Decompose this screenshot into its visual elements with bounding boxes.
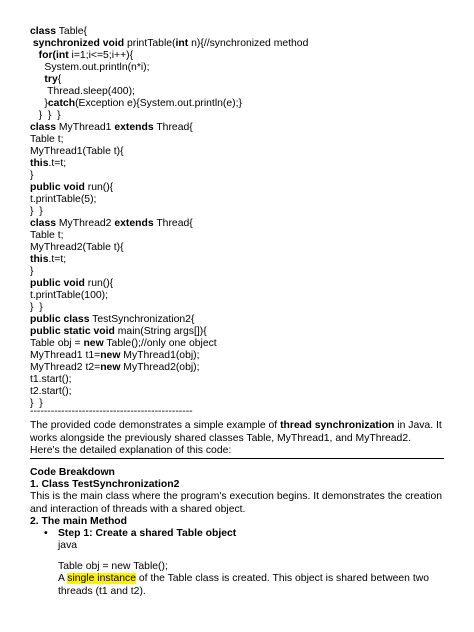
separator-line: -----------------------------------------------: [30, 406, 193, 417]
code-text: run(){: [84, 182, 114, 193]
code-text: } }: [30, 206, 43, 217]
code-text: MyThread1: [56, 122, 115, 133]
code-text: {: [57, 74, 62, 85]
code-line: [30, 386, 72, 398]
code-text: } } }: [30, 110, 61, 121]
code-keyword: catch: [47, 98, 76, 109]
code-text: Table t;: [30, 230, 64, 241]
intro-text-end: in Java. It works alongside the previously shared classes Table, MyThread1, and MyThread2.: [30, 420, 442, 444]
bullet-icon: •: [44, 528, 48, 539]
code-line: [30, 74, 61, 86]
code-text: Thread{: [153, 122, 193, 133]
code-text: main(String args[]){: [114, 326, 207, 337]
section2-heading: 2. The main Method: [30, 516, 127, 527]
code-text: MyThread1(obj);: [120, 350, 200, 361]
code-text: Table();//only one object: [103, 338, 217, 349]
horizontal-rule: [30, 458, 444, 459]
code-line: [30, 242, 124, 254]
code-keyword: public class: [30, 314, 90, 325]
code-line: [30, 218, 193, 230]
code-line: [30, 326, 207, 338]
code-text: Thread{: [153, 218, 193, 229]
expl-text-start: A: [58, 573, 68, 584]
code-line: [30, 38, 308, 50]
code-line: [30, 62, 150, 74]
code-text: MyThread2: [56, 218, 115, 229]
code-line: [30, 230, 64, 242]
intro-paragraph: [30, 420, 450, 445]
code-keyword: int: [175, 38, 189, 49]
code-language-label: java: [58, 540, 78, 551]
code-keyword: new: [100, 350, 121, 361]
code-line: [30, 122, 193, 134]
code-line: [30, 182, 113, 194]
code-text: }: [30, 266, 34, 277]
code-keyword: synchronized void: [30, 38, 125, 49]
code-line: [30, 290, 108, 302]
code-line: [30, 26, 87, 38]
intro-bold-term: thread synchronization: [280, 420, 395, 431]
code-text: Table obj =: [30, 338, 84, 349]
code-text: MyThread2 t2=: [30, 362, 101, 373]
code-line: [30, 278, 113, 290]
code-line: [30, 86, 135, 98]
code-keyword: extends: [114, 218, 154, 229]
section1-text: This is the main class where the program's execution begins. It demonstrates the creation and interaction of threads with a shared object.: [30, 491, 443, 515]
code-text: Thread.sleep(400);: [30, 86, 135, 97]
code-keyword: public static void: [30, 326, 115, 337]
code-text: i=1;i<=5;i++){: [68, 50, 134, 61]
code-keyword: class: [30, 26, 57, 37]
code-text: run(){: [84, 278, 114, 289]
code-keyword: this: [30, 158, 49, 169]
step1-explanation: [58, 573, 448, 598]
breakdown-title: Code Breakdown: [30, 467, 115, 478]
code-keyword: new: [83, 338, 104, 349]
code-text: t1.start();: [30, 374, 72, 385]
code-text: Table{: [56, 26, 88, 37]
code-line: [30, 170, 33, 182]
highlighted-phrase: single instance: [67, 573, 136, 584]
code-line: [30, 110, 61, 122]
code-line: [30, 146, 124, 158]
code-text: .t=t;: [48, 158, 67, 169]
code-keyword: class: [30, 122, 57, 133]
code-keyword: public void: [30, 278, 85, 289]
expl-text-end: of the Table class is created. This object is shared between two threads (t1 and t2).: [58, 573, 430, 597]
code-line: [30, 134, 64, 146]
code-line: [30, 266, 33, 278]
code-line: [30, 374, 72, 386]
code-keyword: extends: [114, 122, 154, 133]
code-line: [30, 350, 200, 362]
code-text: printTable(: [124, 38, 176, 49]
code-text: MyThread2(obj);: [120, 362, 200, 373]
code-keyword: this: [30, 254, 49, 265]
code-text: t2.start();: [30, 386, 72, 397]
code-text: n){//synchronized method: [188, 38, 309, 49]
code-text: (Exception e){System.out.println(e);}: [75, 98, 242, 109]
code-keyword: for(int: [30, 50, 69, 61]
code-line: [30, 314, 194, 326]
code-text: }: [30, 98, 48, 109]
code-text: } }: [30, 398, 43, 409]
code-text: t.printTable(100);: [30, 290, 108, 301]
intro-line-2: Here's the detailed explanation of this code:: [30, 445, 232, 456]
step1-code: Table obj = new Table();: [58, 561, 168, 572]
code-line: [30, 206, 43, 218]
code-line: [30, 98, 242, 110]
code-text: MyThread1 t1=: [30, 350, 101, 361]
intro-text-start: The provided code demonstrates a simple example of: [30, 420, 281, 431]
code-line: [30, 254, 66, 266]
code-text: TestSynchronization2{: [89, 314, 195, 325]
code-text: .t=t;: [48, 254, 67, 265]
code-text: System.out.println(n*i);: [30, 62, 150, 73]
code-text: }: [30, 170, 34, 181]
code-keyword: class: [30, 218, 57, 229]
code-line: [30, 338, 217, 350]
code-keyword: try: [30, 74, 58, 85]
step1-heading: Step 1: Create a shared Table object: [58, 528, 237, 539]
code-line: [30, 194, 96, 206]
code-text: t.printTable(5);: [30, 194, 97, 205]
code-line: [30, 50, 133, 62]
code-keyword: new: [100, 362, 121, 373]
code-line: [30, 362, 200, 374]
code-line: [30, 158, 66, 170]
section1-heading: 1. Class TestSynchronization2: [30, 479, 180, 490]
code-keyword: public void: [30, 182, 85, 193]
code-text: } }: [30, 302, 43, 313]
code-text: MyThread1(Table t){: [30, 146, 124, 157]
code-text: Table t;: [30, 134, 64, 145]
code-line: [30, 302, 43, 314]
code-text: MyThread2(Table t){: [30, 242, 124, 253]
